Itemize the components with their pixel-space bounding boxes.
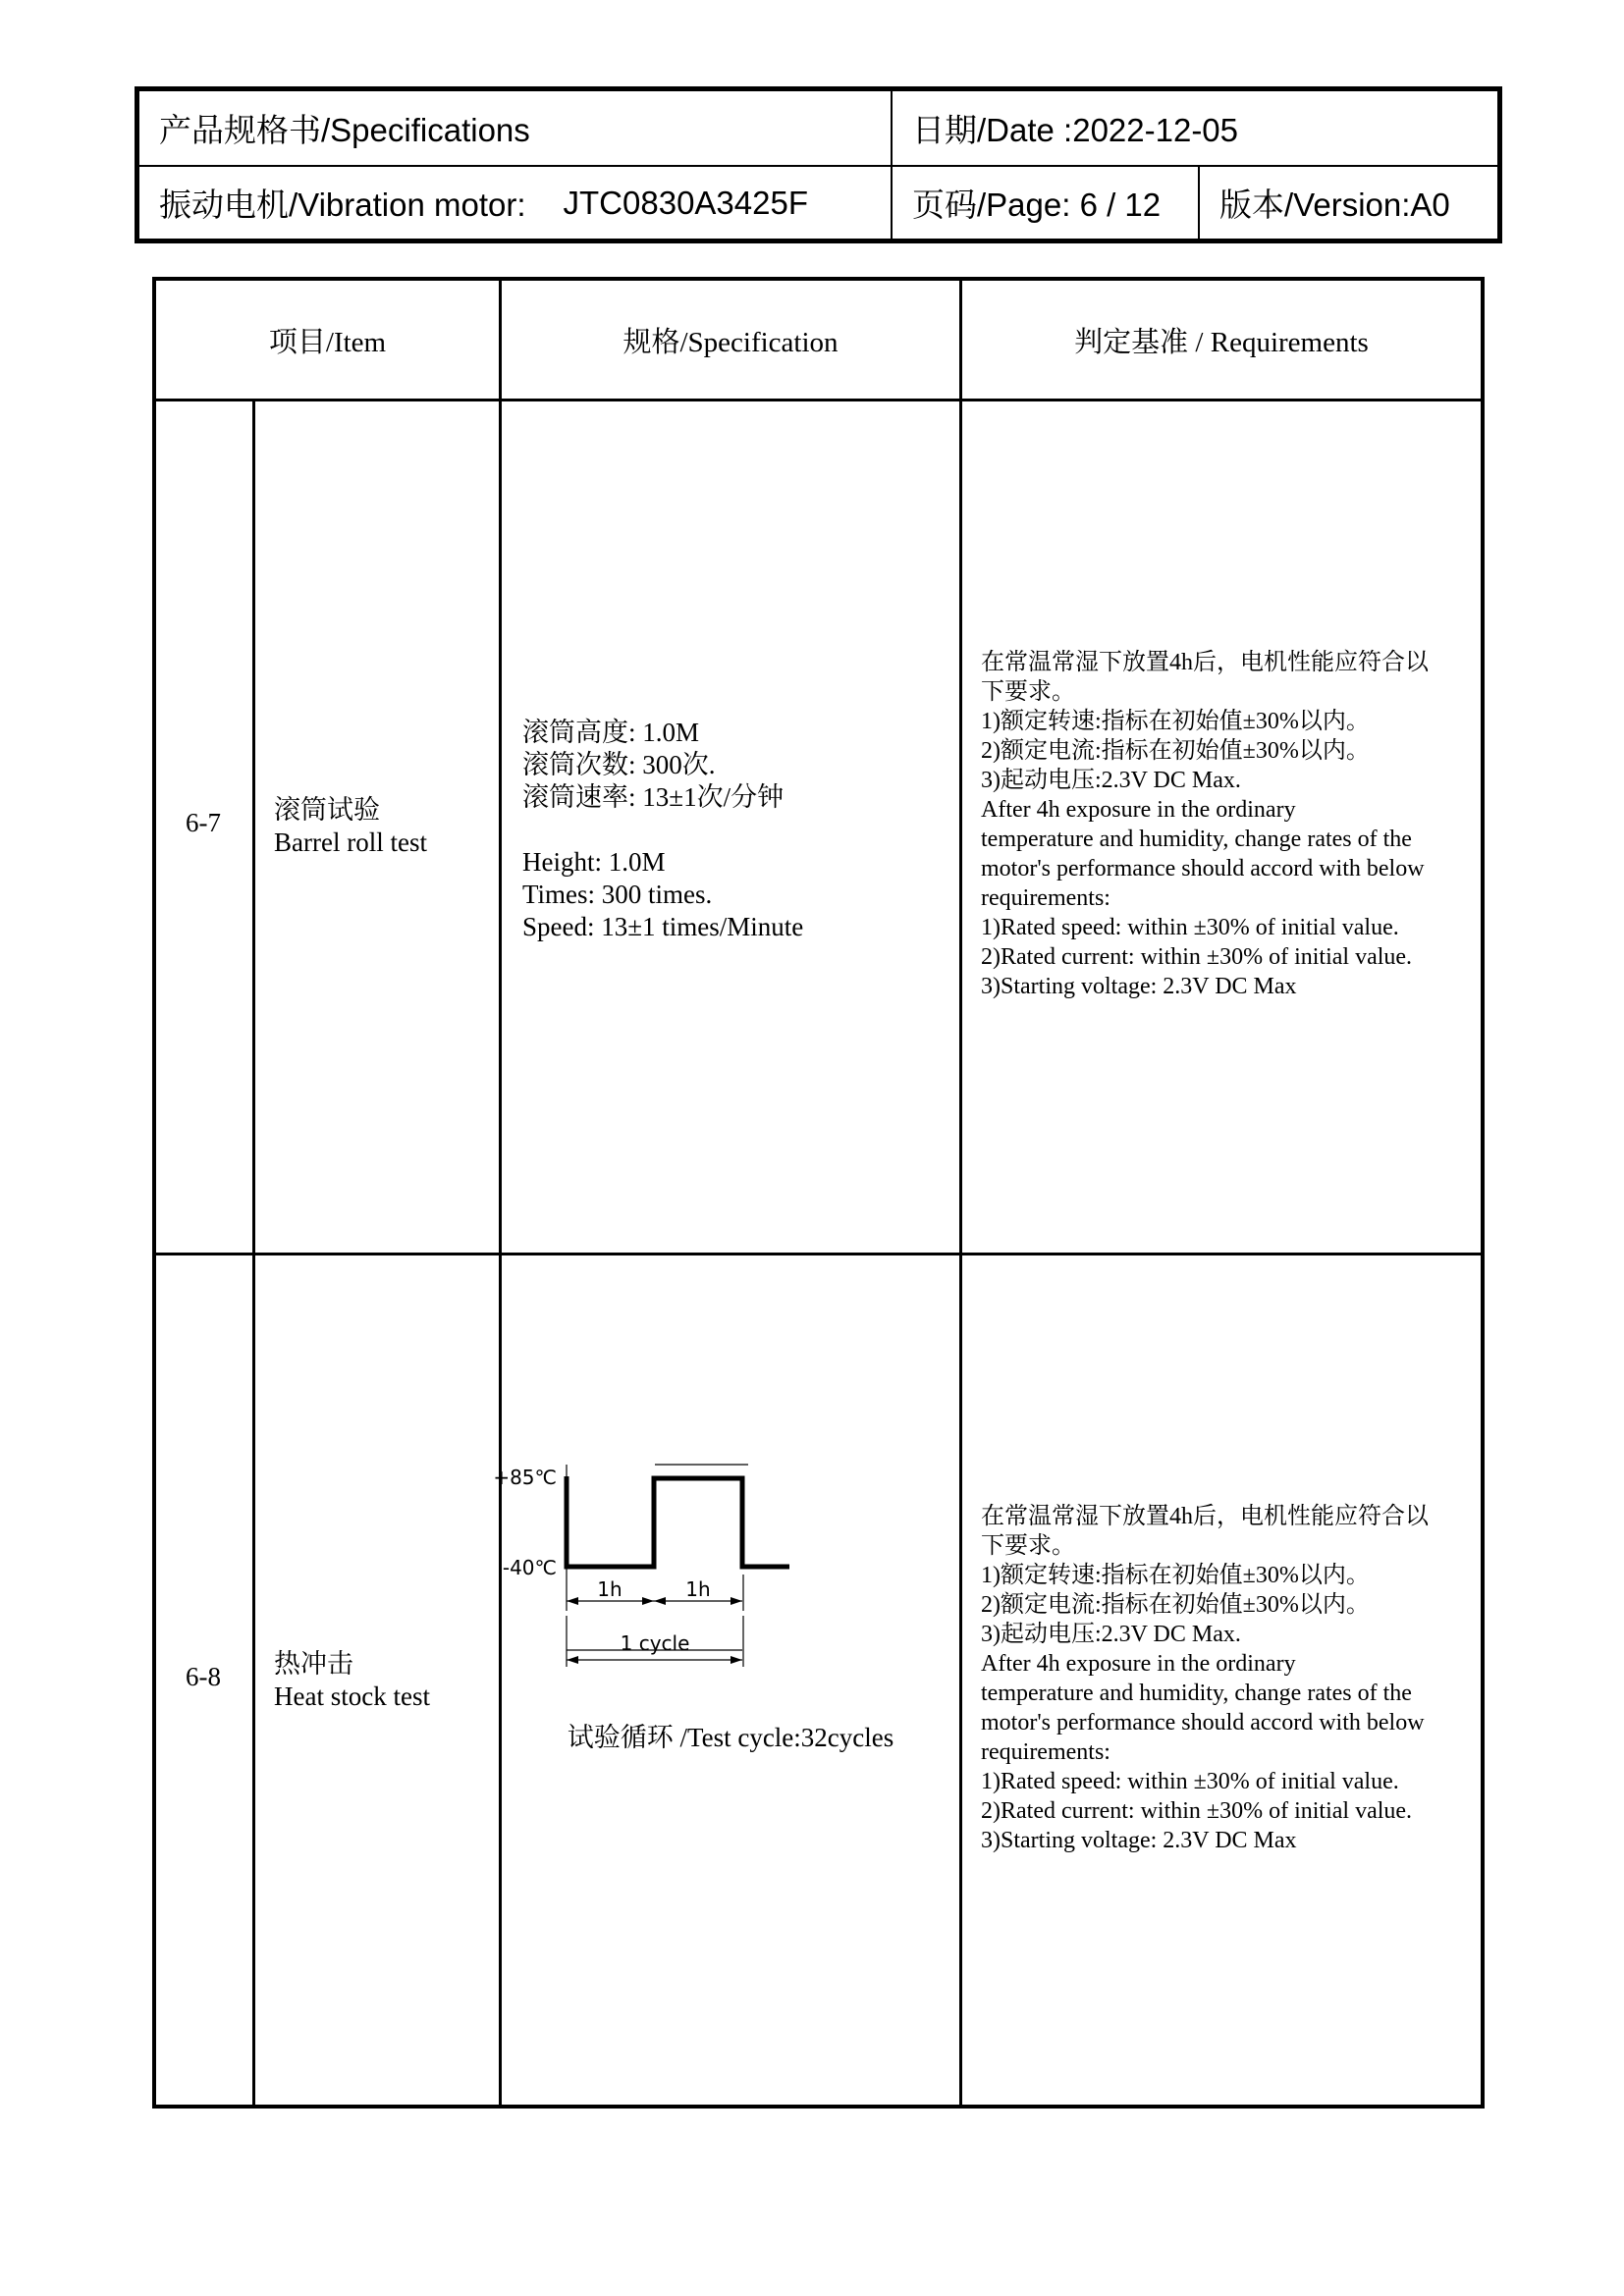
low-temp-label: -40℃ [502, 1556, 557, 1579]
spec-lines [522, 717, 803, 943]
spec-line: 滚筒高度: 1.0M [522, 718, 700, 747]
spec-line [522, 814, 803, 846]
req-line: 3)Starting voltage: 2.3V DC Max [981, 1828, 1297, 1853]
req-line: temperature and humidity, change rates of the [981, 827, 1412, 852]
column-header-requirements: 判定基准 / Requirements [1074, 326, 1369, 358]
req-line: 在常温常湿下放置4h后，电机性能应符合以 [981, 1504, 1429, 1529]
req-line: 下要求。 [981, 679, 1075, 705]
req-line: 2)Rated current: within ±30% of initial value. [981, 1798, 1413, 1824]
req-line: motor's performance should accord with below [981, 1710, 1425, 1735]
test-name-en: Barrel roll test [274, 828, 427, 857]
table-rule [156, 399, 1481, 401]
req-line: 1)额定转速:指标在初始值±30%以内。 [981, 1563, 1370, 1588]
document-date: 日期/Date :2022-12-05 [912, 112, 1239, 148]
segment-duration-label: 1h [597, 1577, 623, 1601]
cycle-dimension [502, 1616, 959, 1694]
high-temp-label: +85℃ [493, 1466, 557, 1489]
spec-line: 滚筒次数: 300次. [522, 750, 716, 779]
spec-line: Speed: 13±1 times/Minute [522, 912, 804, 941]
test-name [274, 1648, 430, 1713]
document-version: 版本/Version:A0 [1219, 187, 1450, 223]
spec-table [152, 277, 1485, 2109]
spec-line: 滚筒速率: 13±1次/分钟 [522, 782, 785, 812]
req-line: 1)Rated speed: within ±30% of initial value. [981, 1769, 1399, 1794]
req-line: 2)额定电流:指标在初始值±30%以内。 [981, 1592, 1370, 1618]
req-line: 下要求。 [981, 1533, 1075, 1559]
table-rule [499, 281, 502, 2105]
req-line: temperature and humidity, change rates of the [981, 1681, 1412, 1706]
test-name-en: Heat stock test [274, 1682, 430, 1711]
row-number: 6-8 [186, 1662, 221, 1691]
product-line [139, 167, 891, 239]
spec-title: 产品规格书/Specifications [159, 112, 530, 148]
column-header-item: 项目/Item [268, 326, 387, 358]
document-header [135, 86, 1502, 243]
spec-line: Height: 1.0M [522, 847, 666, 877]
req-line: 1)额定转速:指标在初始值±30%以内。 [981, 709, 1370, 734]
row-number: 6-7 [186, 808, 221, 837]
req-line: 2)Rated current: within ±30% of initial value. [981, 944, 1413, 970]
req-line: 3)起动电压:2.3V DC Max. [981, 768, 1241, 793]
product-label: 振动电机/Vibration motor: [159, 187, 526, 223]
page-number: 页码/Page: 6 / 12 [912, 187, 1162, 223]
req-line: 1)Rated speed: within ±30% of initial value. [981, 915, 1399, 940]
test-name-cn: 热冲击 [274, 1649, 353, 1679]
table-rule [156, 1253, 1481, 1255]
req-line: After 4h exposure in the ordinary [981, 797, 1296, 823]
spec-line: Times: 300 times. [522, 880, 713, 909]
test-cycle-count: 试验循环 /Test cycle:32cycles [567, 1723, 894, 1752]
req-line: 在常温常湿下放置4h后，电机性能应符合以 [981, 650, 1429, 675]
thermal-cycle-diagram [493, 1390, 959, 1616]
cycle-label: 1 cycle [620, 1631, 690, 1655]
temperature-waveform [567, 1476, 789, 1567]
test-name [274, 794, 427, 859]
model-number: JTC0830A3425F [563, 184, 808, 221]
column-header-specification: 规格/Specification [623, 326, 839, 358]
req-line: After 4h exposure in the ordinary [981, 1651, 1296, 1677]
requirements-lines [981, 1502, 1429, 1855]
requirements-lines [981, 648, 1429, 1001]
table-rule [959, 281, 962, 2105]
req-line: 3)起动电压:2.3V DC Max. [981, 1622, 1241, 1647]
req-line: requirements: [981, 885, 1110, 911]
req-line: motor's performance should accord with below [981, 856, 1425, 881]
segment-duration-label: 1h [685, 1577, 711, 1601]
test-name-cn: 滚筒试验 [274, 795, 380, 825]
req-line: 3)Starting voltage: 2.3V DC Max [981, 974, 1297, 999]
req-line: 2)额定电流:指标在初始值±30%以内。 [981, 738, 1370, 764]
table-rule [252, 401, 255, 2105]
req-line: requirements: [981, 1739, 1110, 1765]
